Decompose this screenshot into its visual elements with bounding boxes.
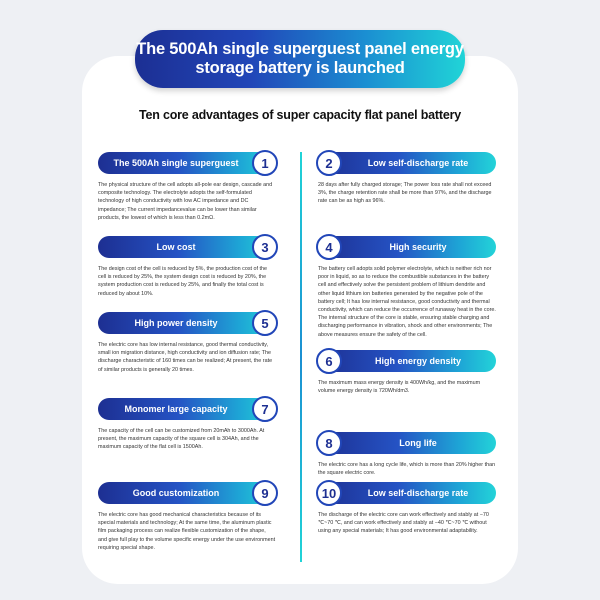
advantage-number-badge: 5: [252, 310, 278, 336]
advantage-description: The capacity of the cell can be customized from 20mAh to 3000Ah. At present, the maximum capacity of the square cell is 304Ah, and the maximum capacity of the flat cell is 1500Ah.: [98, 428, 265, 451]
advantage-header: [98, 152, 276, 174]
advantage-number-badge: 4: [316, 234, 342, 260]
advantage-number-badge: 10: [316, 480, 342, 506]
center-divider: [300, 152, 302, 562]
advantage-number-badge: 7: [252, 396, 278, 422]
advantage-title: Low self-discharge rate: [367, 158, 469, 168]
banner-title: [135, 30, 465, 88]
advantage-number-badge: 1: [252, 150, 278, 176]
advantage-number-badge: 8: [316, 430, 342, 456]
advantage-header: [318, 432, 496, 454]
advantage-header: [318, 152, 496, 174]
advantage-description: The physical structure of the cell adopts all-pole ear design, cascade and composite technology. The electrolyte adopts the self-formulated technology of high conductivity with low AC impedance and DC impedance; The current impedancevalue can be lower than similar products, the lowest of which is less than 0.2mΩ.: [98, 182, 273, 221]
page-subtitle: Ten core advantages of super capacity flat panel battery: [138, 108, 461, 122]
advantage-description: 28 days after fully charged storage; The power loss rate shall not exceed 3%, the charge retention rate shall be more than 97%, and the discharge rate can be as high as 96%.: [318, 182, 492, 205]
advantage-header: [318, 482, 496, 504]
advantage-header: [98, 236, 276, 258]
advantage-description: The electric core has low internal resistance, good thermal conductivity, small ion migration distance, high conductivity and ion diffusion rate; The discharge characteristic of 160 times can be realized; At present, the rate of similar products is generally 20 times.: [98, 342, 273, 373]
advantage-description: The maximum mass energy density is 400Wh/kg, and the maximum volume energy density is 720Wh/dm3.: [318, 380, 481, 395]
advantage-header: [318, 236, 496, 258]
advantage-title: High energy density: [374, 356, 462, 366]
advantage-description: The discharge of the electric core can work effectively and stably at −70 ℃~70 ℃, and can work effectively and stably at −40 ℃~70 ℃ without using any special materials; It has good environmental adaptability.: [318, 512, 489, 535]
advantage-number-badge: 9: [252, 480, 278, 506]
advantage-description: The electric core has a long cycle life, which is more than 20% higher than the square electric core.: [318, 462, 496, 477]
advantage-header: [98, 482, 276, 504]
advantage-number-badge: 6: [316, 348, 342, 374]
advantage-title: High security: [389, 242, 447, 252]
advantage-number-badge: 3: [252, 234, 278, 260]
advantage-title: Good customization: [132, 488, 220, 498]
advantage-description: The design cost of the cell is reduced by 5%, the production cost of the cell is reduced by 25%, the system design cost is reduced by 20%, the system production cost is reduced by 25%, and finally the total cost is reduced by about 10%.: [98, 266, 268, 297]
advantage-title: Monomer large capacity: [124, 404, 228, 414]
advantage-item-9: [98, 482, 276, 552]
advantage-item-3: [98, 236, 276, 298]
banner-line-1: The 500Ah single superguest panel energy: [136, 40, 464, 58]
advantage-item-5: [98, 312, 276, 374]
advantage-description: The electric core has good mechanical characteristics because of its special materials and technology; At the same time, the aluminum plastic film packaging process can realize flexible customization of the shape, and give full play to the volume specific energy under the use environment requiring special shape.: [98, 512, 276, 551]
advantage-title: The 500Ah single superguest: [113, 158, 239, 168]
advantage-number-badge: 2: [316, 150, 342, 176]
banner-line-2: storage battery is launched: [195, 59, 405, 77]
advantage-title: Low self-discharge rate: [367, 488, 469, 498]
advantage-item-10: [318, 482, 496, 536]
advantage-item-6: [318, 350, 496, 395]
advantage-description: The battery cell adopts solid polymer electrolyte, which is neither rich nor poor in liquid, so as to reduce the combustible substances in the battery cell and effectively solve the persistent problem of lithium dendrite and other liquid lithium ion batteries generated by the negative pole of the battery cell; It has low internal resistance, good conductivity and thermal conductivity, which can reduce the occurrence of runaway heat in the core. The internal structure of the core is stable, ensuring stable charging and discharging performance in vibration, shock and other environments; The above measures ensure the safety of the cell.: [318, 266, 496, 338]
advantage-title: Long life: [399, 438, 437, 448]
advantage-title: High power density: [134, 318, 218, 328]
advantage-item-7: [98, 398, 276, 452]
advantage-item-2: [318, 152, 496, 206]
advantage-item-1: [98, 152, 276, 222]
advantage-header: [98, 398, 276, 420]
advantage-title: Low cost: [156, 242, 196, 252]
advantage-item-4: [318, 236, 496, 339]
advantage-item-8: [318, 432, 496, 477]
advantage-header: [98, 312, 276, 334]
advantage-header: [318, 350, 496, 372]
